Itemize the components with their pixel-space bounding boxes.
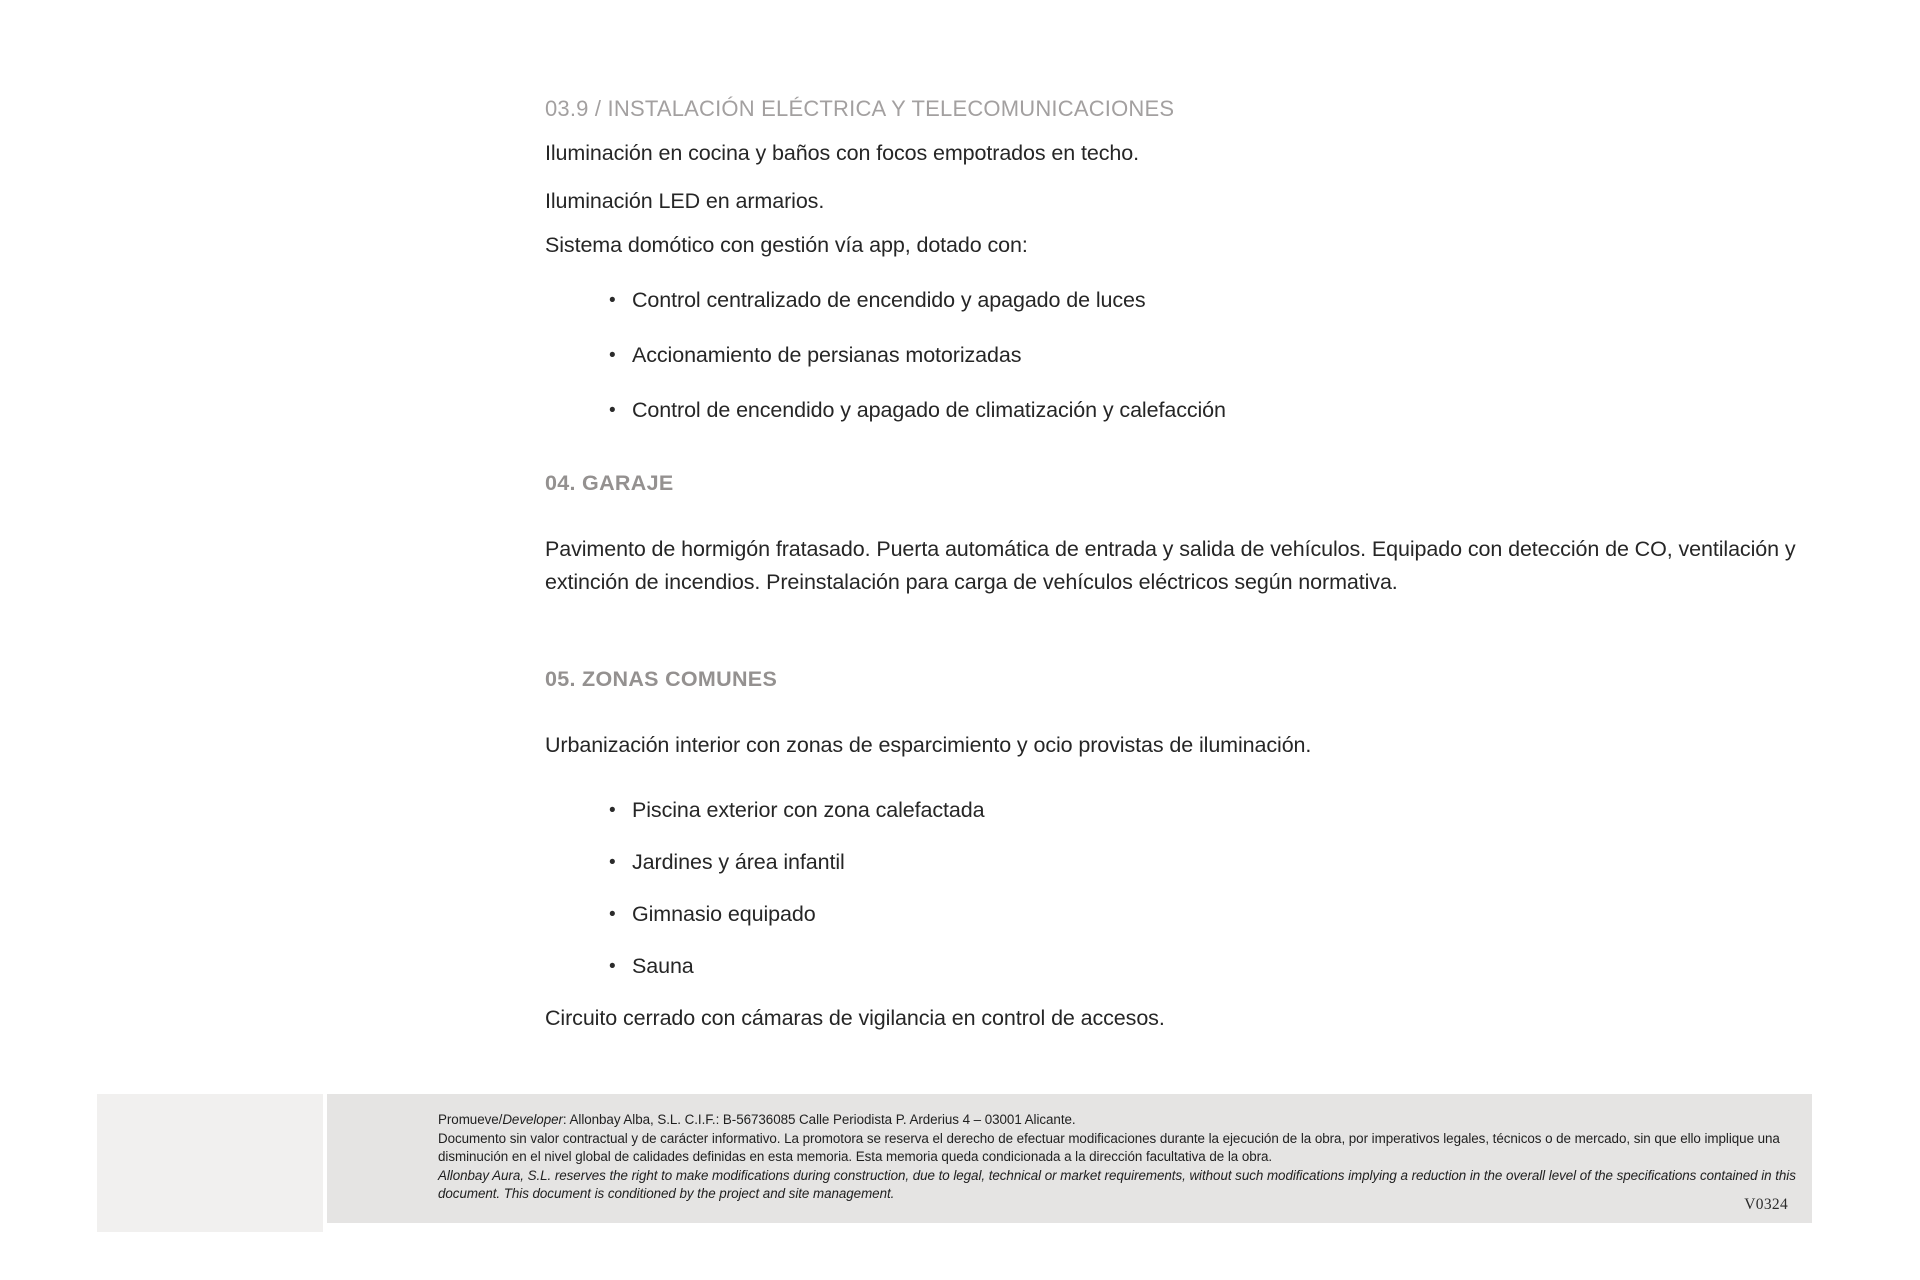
footer-left-block xyxy=(97,1094,323,1232)
section-garage-heading: 04. GARAJE xyxy=(545,471,674,495)
list-item: • Jardines y área infantil xyxy=(545,846,1823,879)
footer-legal-spanish: Documento sin valor contractual y de carácter informativo. La promotora se reserva el derecho de efectuar modificaciones durante la ejecución de la obra, por imperativos legales, técnicos o de mercado, sin que ello implique una disminución en el nivel global de calidades definidas en esta memoria. Esta memoria queda condicionada a la dirección facultativa de la obra. xyxy=(438,1130,1780,1165)
list-item: • Sauna xyxy=(545,950,1823,983)
garage-paragraph: Pavimento de hormigón fratasado. Puerta automática de entrada y salida de vehículos. Equipado con detección de CO, ventilación y extinción de incendios. Preinstalación para carga de vehículos eléctricos según normativa. xyxy=(545,537,1796,594)
list-item: • Control de encendido y apagado de climatización y calefacción xyxy=(545,394,1823,427)
common-bullet-list xyxy=(545,794,1823,983)
page-footer xyxy=(327,1094,1812,1223)
electrical-paragraph-2: Iluminación LED en armarios. xyxy=(545,189,825,213)
section-electrical-heading: 03.9 / INSTALACIÓN ELÉCTRICA Y TELECOMUNICACIONES xyxy=(545,96,1175,121)
content-column xyxy=(545,92,1823,1035)
electrical-paragraph-1: Iluminación en cocina y baños con focos empotrados en techo. xyxy=(545,141,1139,165)
common-outro-paragraph: Circuito cerrado con cámaras de vigilancia en control de accesos. xyxy=(545,1006,1165,1030)
list-item: • Gimnasio equipado xyxy=(545,898,1823,931)
footer-developer-line: Promueve/Developer: Allonbay Alba, S.L. C.I.F.: B-56736085 Calle Periodista P. Arderius 4 – 03001 Alicante. xyxy=(438,1112,1076,1127)
footer-legal xyxy=(438,1111,1798,1204)
list-item: • Piscina exterior con zona calefactada xyxy=(545,794,1823,827)
common-intro-paragraph: Urbanización interior con zonas de esparcimiento y ocio provistas de iluminación. xyxy=(545,733,1312,757)
electrical-bullet-list xyxy=(545,284,1823,427)
footer-legal-english: Allonbay Aura, S.L. reserves the right to make modifications during construction, due to legal, technical or market requirements, without such modifications implying a reduction in the overall level of the specifications contained in this document. This document is conditioned by the project and site management. xyxy=(438,1167,1796,1202)
electrical-paragraph-3: Sistema domótico con gestión vía app, dotado con: xyxy=(545,233,1028,257)
footer-version: V0324 xyxy=(1744,1196,1788,1213)
list-item: • Control centralizado de encendido y apagado de luces xyxy=(545,284,1823,317)
section-common-heading: 05. ZONAS COMUNES xyxy=(545,667,778,691)
list-item: • Accionamiento de persianas motorizadas xyxy=(545,339,1823,372)
